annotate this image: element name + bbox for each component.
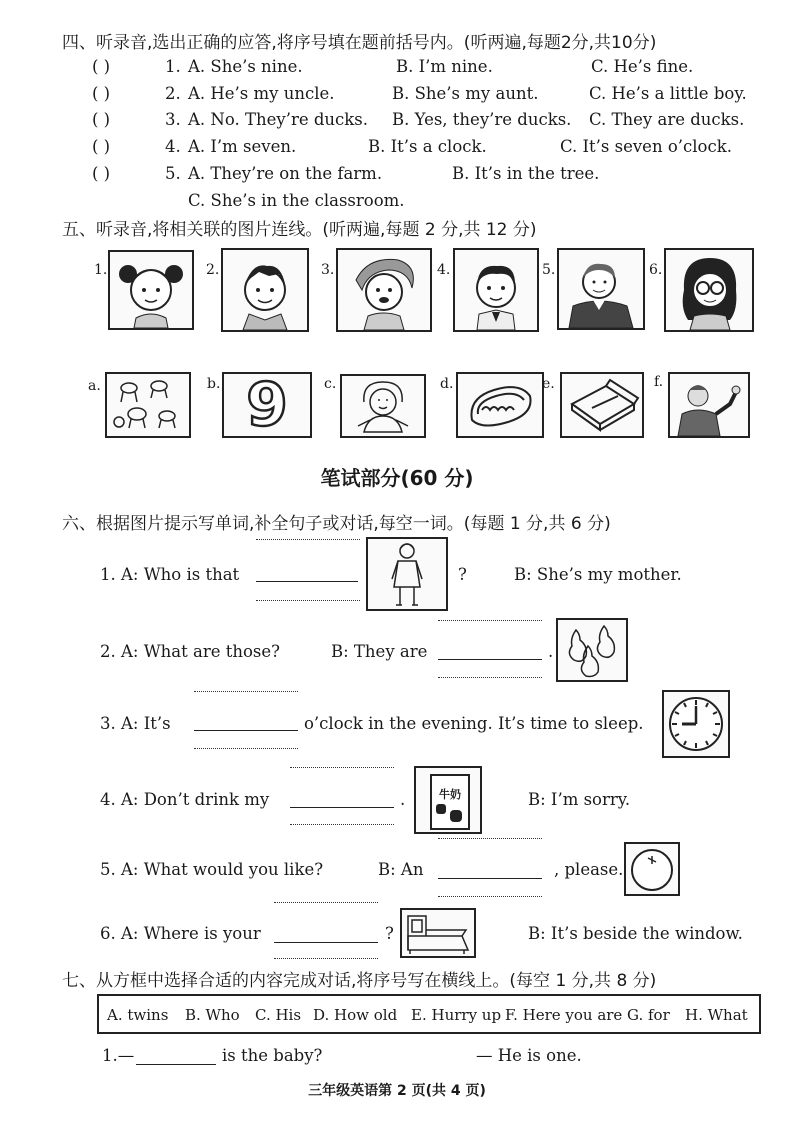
s7-q1-prompt: is the baby? (222, 1046, 323, 1065)
hot-dog-picture[interactable] (456, 372, 544, 438)
answer-bracket[interactable]: ( ) (92, 110, 111, 129)
option-a: A. She’s nine. (188, 57, 303, 76)
picture-label: f. (654, 374, 664, 390)
girl-with-glasses-portrait[interactable] (664, 248, 754, 332)
mother-picture (366, 537, 448, 611)
option-a: A. He’s my uncle. (188, 84, 335, 103)
option-c: C. It’s seven o’clock. (560, 137, 732, 156)
digit-nine: 9 (246, 370, 288, 440)
boy-portrait[interactable] (221, 248, 309, 332)
word-bank-option: D. How old (313, 1006, 398, 1024)
s7-q1-response: — He is one. (476, 1046, 582, 1065)
dotted-guide-line (290, 824, 394, 825)
question-number: 1. (165, 57, 181, 76)
boy-with-tie-portrait[interactable] (453, 248, 539, 332)
waving-man-picture[interactable] (668, 372, 750, 438)
written-part-heading: 笔试部分(60 分) (320, 466, 474, 490)
picture-label: 4. (437, 262, 451, 278)
dotted-guide-line (438, 896, 542, 897)
dotted-guide-line (438, 677, 542, 678)
option-c: C. She’s in the classroom. (188, 191, 405, 210)
answer-bracket[interactable]: ( ) (92, 137, 111, 156)
s7-q1-answer-blank[interactable] (136, 1064, 216, 1065)
word-bank-option: E. Hurry up (411, 1006, 502, 1024)
picture-label: 5. (542, 262, 556, 278)
answer-bracket[interactable]: ( ) (92, 57, 111, 76)
picture-label: 3. (321, 262, 335, 278)
man-portrait[interactable] (557, 248, 645, 330)
orange-picture (624, 842, 680, 896)
dotted-guide-line (256, 539, 360, 540)
s6-q1-response: B: She’s my mother. (514, 565, 682, 584)
question-number: 4. (165, 137, 181, 156)
s6-q5-answer-blank[interactable] (438, 878, 542, 879)
picture-label: e. (542, 376, 555, 392)
s6-q2-prompt: 2. A: What are those? (100, 642, 281, 661)
dotted-guide-line (274, 958, 378, 959)
word-bank-option: F. Here you are (505, 1006, 623, 1024)
picture-label: 2. (206, 262, 220, 278)
picture-label: c. (324, 376, 337, 392)
word-bank-option: B. Who (185, 1006, 240, 1024)
s6-q1-question-mark: ? (458, 565, 467, 584)
s6-q6-prompt: 6. A: Where is your (100, 924, 261, 943)
s6-q5-response: B: An (378, 860, 424, 879)
word-bank-option: H. What (685, 1006, 748, 1024)
s6-q6-answer-blank[interactable] (274, 942, 378, 943)
s6-q1-prompt: 1. A: Who is that (100, 565, 240, 584)
picture-label: 1. (94, 262, 108, 278)
section-7-title: 七、从方框中选择合适的内容完成对话,将序号写在横线上。(每空 1 分,共 8 分) (62, 971, 657, 991)
milk-carton-picture (414, 766, 482, 834)
word-bank-box (97, 994, 761, 1034)
bed-picture (400, 908, 476, 958)
dotted-guide-line (274, 902, 378, 903)
carton-spot (436, 804, 446, 814)
question-number: 2. (165, 84, 181, 103)
carton-label: 牛奶 (439, 788, 461, 801)
option-b: B. Yes, they’re ducks. (392, 110, 572, 129)
girl-toy-picture[interactable] (340, 374, 426, 438)
option-b: B. I’m nine. (396, 57, 493, 76)
s6-q2-period: . (548, 642, 554, 661)
s6-q6-question-mark: ? (385, 924, 394, 943)
carton-body (430, 774, 470, 830)
s7-q1-number: 1.— (102, 1046, 135, 1065)
dotted-guide-line (256, 600, 360, 601)
carton-spot (450, 810, 462, 822)
picture-label: b. (207, 376, 221, 392)
option-b: B. It’s in the tree. (452, 164, 600, 183)
section-5-title: 五、听录音,将相关联的图片连线。(听两遍,每题 2 分,共 12 分) (62, 220, 537, 240)
pears-picture (556, 618, 628, 682)
answer-bracket[interactable]: ( ) (92, 84, 111, 103)
girl-portrait[interactable] (108, 250, 194, 330)
option-c: C. He’s fine. (591, 57, 694, 76)
s6-q5-end: , please. (554, 860, 624, 879)
option-c: C. He’s a little boy. (589, 84, 747, 103)
woman-portrait[interactable] (336, 248, 432, 332)
dotted-guide-line (194, 691, 298, 692)
page-footer: 三年级英语第 2 页(共 4 页) (308, 1083, 486, 1099)
option-b: B. She’s my aunt. (392, 84, 539, 103)
s6-q3-rest: o’clock in the evening. It’s time to sleep. (304, 714, 644, 733)
option-a: A. They’re on the farm. (188, 164, 383, 183)
picture-label: d. (440, 376, 454, 392)
s6-q4-answer-blank[interactable] (290, 807, 394, 808)
word-bank-option: C. His (255, 1006, 302, 1024)
dotted-guide-line (290, 767, 394, 768)
answer-bracket[interactable]: ( ) (92, 164, 111, 183)
dotted-guide-line (438, 620, 542, 621)
dotted-guide-line (194, 748, 298, 749)
option-c: C. They are ducks. (589, 110, 745, 129)
animals-picture[interactable] (105, 372, 191, 438)
section-6-title: 六、根据图片提示写单词,补全句子或对话,每空一词。(每题 1 分,共 6 分) (62, 514, 611, 534)
s6-q4-prompt: 4. A: Don’t drink my (100, 790, 270, 809)
option-a: A. I’m seven. (188, 137, 297, 156)
option-b: B. It’s a clock. (368, 137, 487, 156)
s6-q1-answer-blank[interactable] (256, 581, 358, 582)
s6-q4-response: B: I’m sorry. (528, 790, 631, 809)
s6-q3-answer-blank[interactable] (194, 730, 298, 731)
option-a: A. No. They’re ducks. (188, 110, 368, 129)
clock-picture (662, 690, 730, 758)
question-number: 5. (165, 164, 181, 183)
s6-q2-answer-blank[interactable] (438, 659, 542, 660)
s6-q2-response: B: They are (331, 642, 428, 661)
dotted-guide-line (438, 838, 542, 839)
pencil-box-picture[interactable] (560, 372, 644, 438)
section-4-title: 四、听录音,选出正确的应答,将序号填在题前括号内。(听两遍,每题2分,共10分) (62, 33, 657, 53)
s6-q6-response: B: It’s beside the window. (528, 924, 743, 943)
picture-label: a. (88, 378, 101, 394)
picture-label: 6. (649, 262, 663, 278)
s6-q5-prompt: 5. A: What would you like? (100, 860, 324, 879)
number-nine-picture[interactable] (222, 372, 312, 438)
s6-q4-period: . (400, 790, 406, 809)
s6-q3-prompt: 3. A: It’s (100, 714, 171, 733)
word-bank-option: G. for (627, 1006, 670, 1024)
question-number: 3. (165, 110, 181, 129)
word-bank-option: A. twins (107, 1006, 169, 1024)
